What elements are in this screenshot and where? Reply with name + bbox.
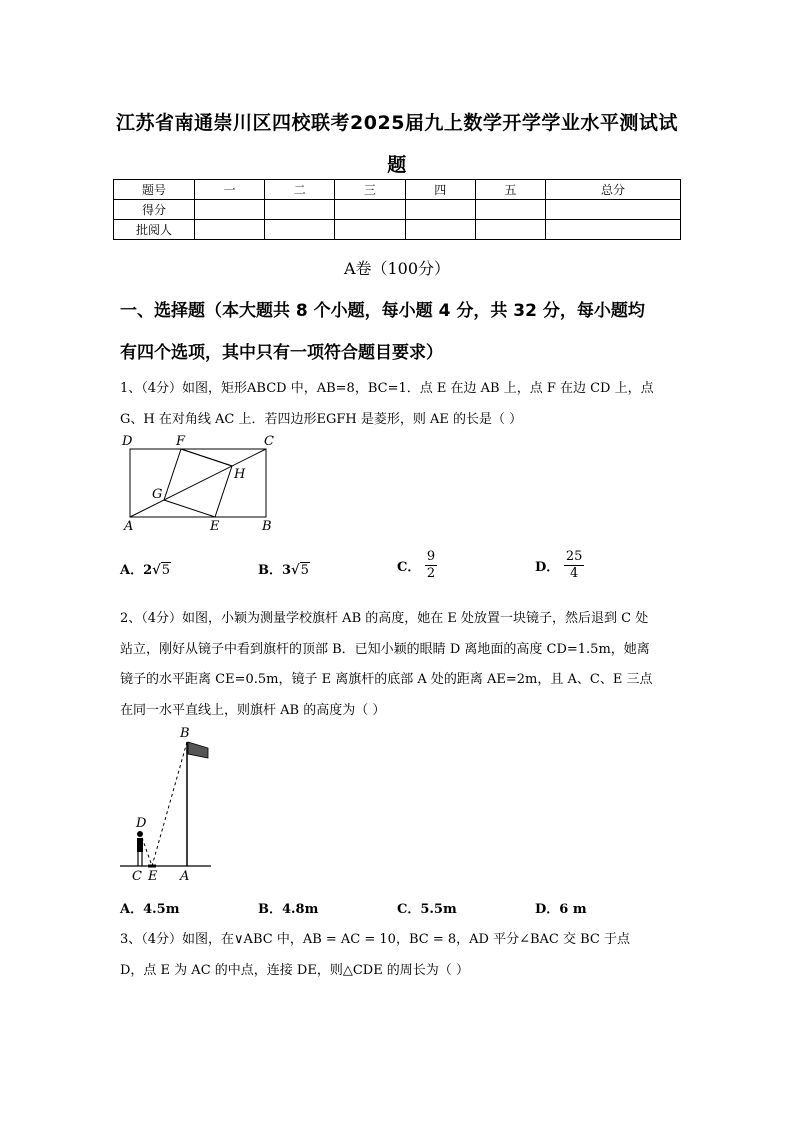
score-cell[interactable] xyxy=(335,220,405,240)
score-cell[interactable] xyxy=(265,200,335,220)
label-d: D xyxy=(136,816,147,831)
q1-text-line2: G、H 在对角线 AC 上．若四边形EGFH 是菱形，则 AE 的长是（ ） xyxy=(120,412,523,427)
q2-text-line1: 2、（4分）如图，小颖为测量学校旗杆 AB 的高度，她在 E 处放置一块镜子，然后退到 C 处 xyxy=(120,611,649,626)
label-h: H xyxy=(234,467,246,482)
volume-heading: A卷（100分） xyxy=(343,259,451,278)
q2-option-b[interactable]: B．4.8m xyxy=(258,902,319,917)
fraction xyxy=(425,549,437,582)
row-label: 得分 xyxy=(114,200,195,220)
numerator: 9 xyxy=(426,549,436,564)
section-heading-line1: 一、选择题（本大题共 8 个小题，每小题 4 分，共 32 分，每小题均 xyxy=(120,301,645,321)
q2-option-c[interactable]: C．5.5m xyxy=(397,902,457,917)
fraction xyxy=(564,549,585,582)
q1-text-line1: 1、（4分）如图，矩形ABCD 中，AB=8，BC=1．点 E 在边 AB 上，点 F 在边 CD 上，点 xyxy=(120,381,654,396)
denominator: 4 xyxy=(569,566,579,581)
label-e: E xyxy=(210,519,220,534)
header-cell: 二 xyxy=(265,180,335,200)
score-cell[interactable] xyxy=(195,220,265,240)
q2-option-a[interactable]: A．4.5m xyxy=(120,902,180,917)
denominator: 2 xyxy=(426,566,436,581)
score-cell[interactable] xyxy=(265,220,335,240)
label-b: B xyxy=(180,726,190,741)
q1-option-b[interactable] xyxy=(258,559,310,578)
option-label: B．3 xyxy=(258,563,292,578)
q1-option-d[interactable] xyxy=(535,549,584,582)
radical-icon: √ xyxy=(291,563,300,578)
label-e: E xyxy=(148,869,158,884)
reviewer-row xyxy=(114,220,681,240)
label-a: A xyxy=(124,519,134,534)
header-cell: 题号 xyxy=(114,180,195,200)
score-cell[interactable] xyxy=(546,200,681,220)
radicand: 5 xyxy=(161,563,170,578)
label-g: G xyxy=(152,487,163,502)
label-a: A xyxy=(180,869,190,884)
q1-option-a[interactable] xyxy=(120,559,171,578)
header-cell: 三 xyxy=(335,180,405,200)
q2-text-line4: 在同一水平直线上，则旗杆 AB 的高度为（ ） xyxy=(120,703,386,718)
section-heading-line2: 有四个选项，其中只有一项符合题目要求） xyxy=(120,343,443,363)
q3-text-line2: D，点 E 为 AC 的中点，连接 DE，则△CDE 的周长为（ ） xyxy=(120,963,469,978)
q1-option-c[interactable] xyxy=(397,549,437,582)
option-label: A．2 xyxy=(120,563,153,578)
q2-option-d[interactable]: D．6 m xyxy=(535,902,587,917)
score-row xyxy=(114,200,681,220)
score-table-header-row xyxy=(114,180,681,200)
score-table xyxy=(113,179,681,240)
document-title-line1: 江苏省南通崇川区四校联考2025届九上数学开学学业水平测试试 xyxy=(116,112,678,134)
numerator: 25 xyxy=(565,549,583,564)
q2-text-line3: 镜子的水平距离 CE=0.5m，镜子 E 离旗杆的底部 A 处的距离 AE=2m，且 A、C、E 三点 xyxy=(120,672,653,687)
label-f: F xyxy=(176,434,186,449)
document-title-line2: 题 xyxy=(387,154,407,176)
header-cell: 总分 xyxy=(546,180,681,200)
radical-icon: √ xyxy=(152,563,161,578)
q1-rectangle-figure xyxy=(118,432,283,537)
label-c: C xyxy=(132,869,142,884)
score-cell[interactable] xyxy=(195,200,265,220)
row-label: 批阅人 xyxy=(114,220,195,240)
score-cell[interactable] xyxy=(405,200,475,220)
score-cell[interactable] xyxy=(335,200,405,220)
option-label: C． xyxy=(397,560,421,575)
label-d: D xyxy=(122,434,133,449)
score-cell[interactable] xyxy=(546,220,681,240)
q2-flagpole-figure xyxy=(116,724,216,884)
header-cell: 一 xyxy=(195,180,265,200)
score-cell[interactable] xyxy=(475,200,545,220)
radicand: 5 xyxy=(300,563,309,578)
option-label: D． xyxy=(535,560,560,575)
q3-text-line1: 3、（4分）如图，在∨ABC 中，AB = AC = 10，BC = 8，AD 平分∠BAC 交 BC 于点 xyxy=(120,932,630,947)
score-cell[interactable] xyxy=(405,220,475,240)
label-c: C xyxy=(264,434,274,449)
header-cell: 四 xyxy=(405,180,475,200)
header-cell: 五 xyxy=(475,180,545,200)
label-b: B xyxy=(262,519,272,534)
score-cell[interactable] xyxy=(475,220,545,240)
q2-text-line2: 站立，刚好从镜子中看到旗杆的顶部 B．已知小颖的眼睛 D 离地面的高度 CD=1.5m，她离 xyxy=(120,642,650,657)
